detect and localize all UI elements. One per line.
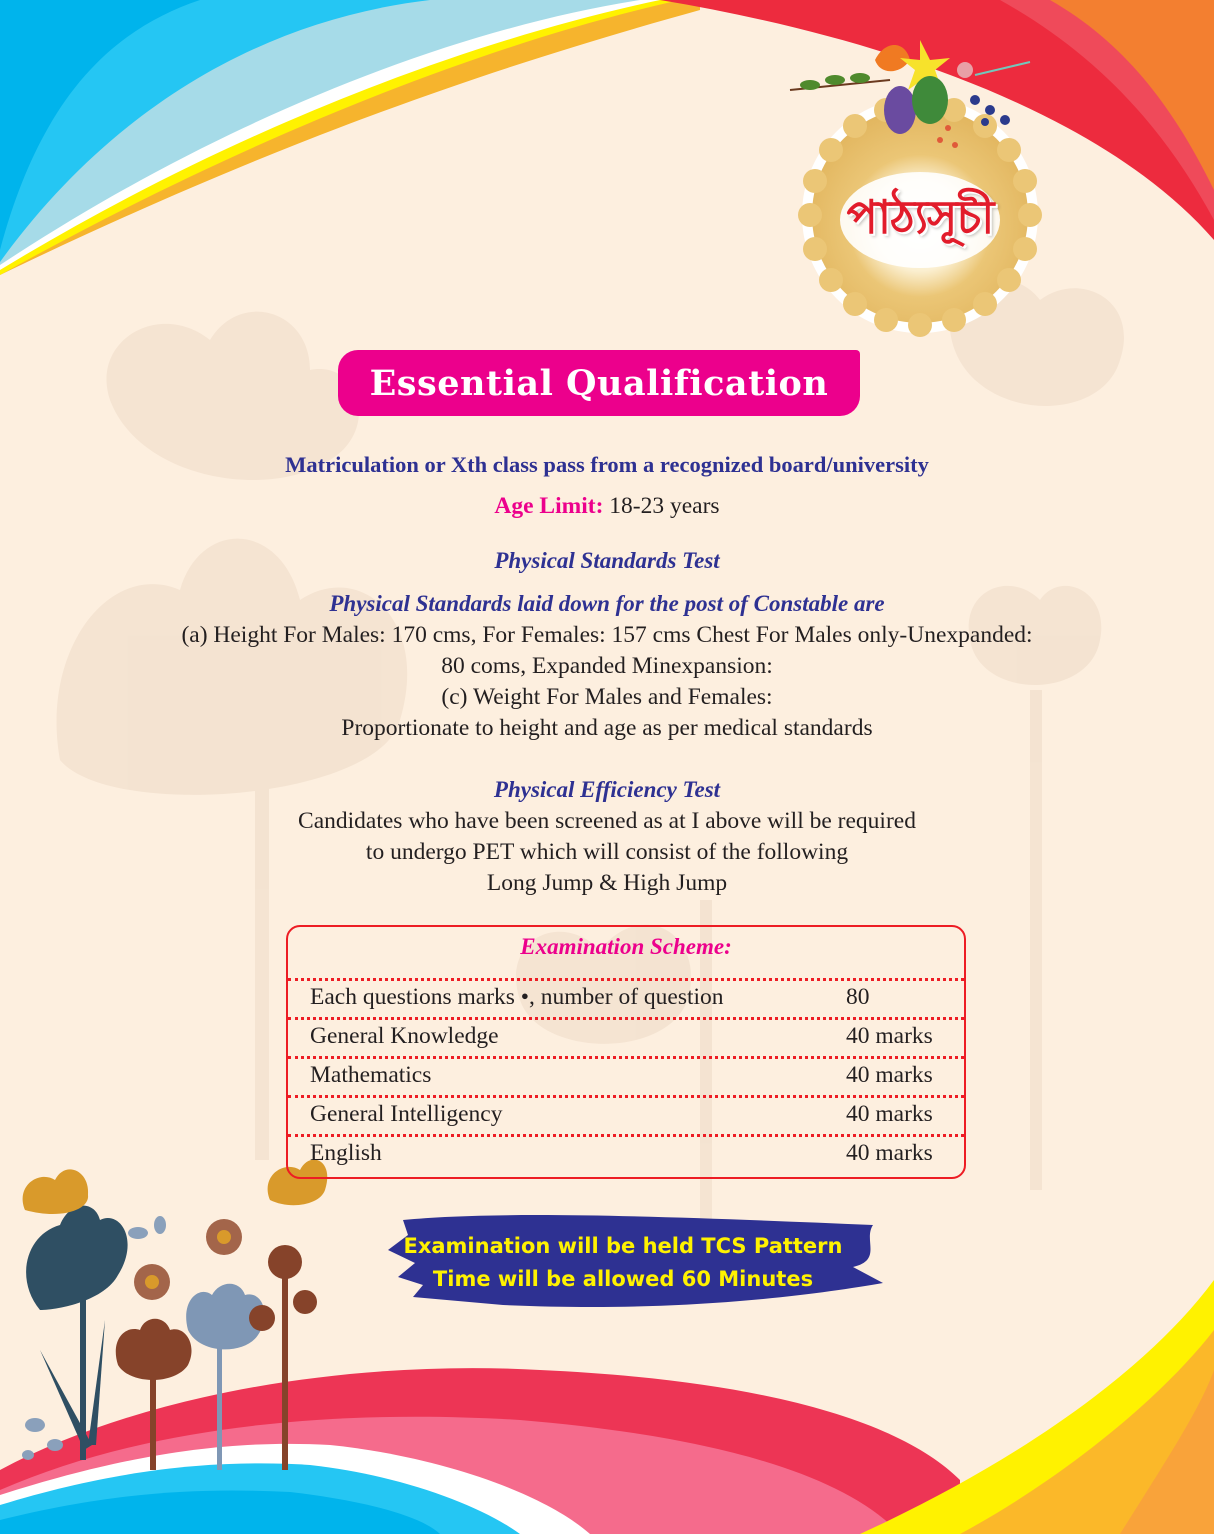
logo-badge (780, 40, 1060, 360)
exam-info-banner (383, 1230, 863, 1296)
physical-efficiency-line: Long Jump & High Jump (486, 870, 728, 896)
page-title: Essential Qualification (369, 362, 829, 404)
exam-scheme-title: Examination Scheme: (520, 934, 732, 959)
physical-standards-heading: Physical Standards Test (494, 548, 720, 573)
table-row (288, 1134, 964, 1172)
physical-standards-line: (c) Weight For Males and Females: (441, 684, 773, 710)
row-value: 40 marks (846, 1101, 933, 1127)
table-row (288, 978, 964, 1016)
row-label: Each questions marks •, number of question (310, 984, 724, 1010)
row-label: General Intelligency (310, 1101, 503, 1127)
age-limit-value: 18-23 years (603, 493, 720, 519)
row-label: English (310, 1140, 382, 1166)
logo-text: পাঠ্যসূচী (846, 190, 994, 244)
physical-standards-line: Proportionate to height and age as per medical standards (341, 715, 873, 741)
exam-scheme-table (286, 925, 966, 1179)
physical-efficiency-heading: Physical Efficiency Test (493, 777, 721, 802)
physical-standards-subheading: Physical Standards laid down for the post of Constable are (329, 591, 885, 616)
table-row (288, 1095, 964, 1133)
row-value: 80 (846, 984, 870, 1010)
physical-efficiency-line: Candidates who have been screened as at I above will be required (298, 808, 916, 834)
physical-efficiency-line: to undergo PET which will consist of the following (365, 839, 849, 865)
physical-standards-line: (a) Height For Males: 170 cms, For Females: 157 cms Chest For Males only-Unexpanded: (181, 622, 1033, 648)
age-limit-line (0, 493, 1214, 520)
row-value: 40 marks (846, 1023, 933, 1049)
banner-line-time: Time will be allowed 60 Minutes (432, 1267, 814, 1291)
section-title-pill (338, 350, 860, 416)
row-value: 40 marks (846, 1062, 933, 1088)
banner-line-pattern: Examination will be held TCS Pattern (403, 1234, 843, 1258)
age-limit-label: Age Limit: (494, 493, 604, 519)
qualification-text: Matriculation or Xth class pass from a recognized board/university (285, 452, 929, 477)
physical-standards-line: 80 coms, Expanded Minexpansion: (441, 653, 773, 679)
row-value: 40 marks (846, 1140, 933, 1166)
table-row (288, 1056, 964, 1094)
row-label: General Knowledge (310, 1023, 499, 1049)
table-row (288, 1017, 964, 1055)
row-label: Mathematics (310, 1062, 432, 1088)
